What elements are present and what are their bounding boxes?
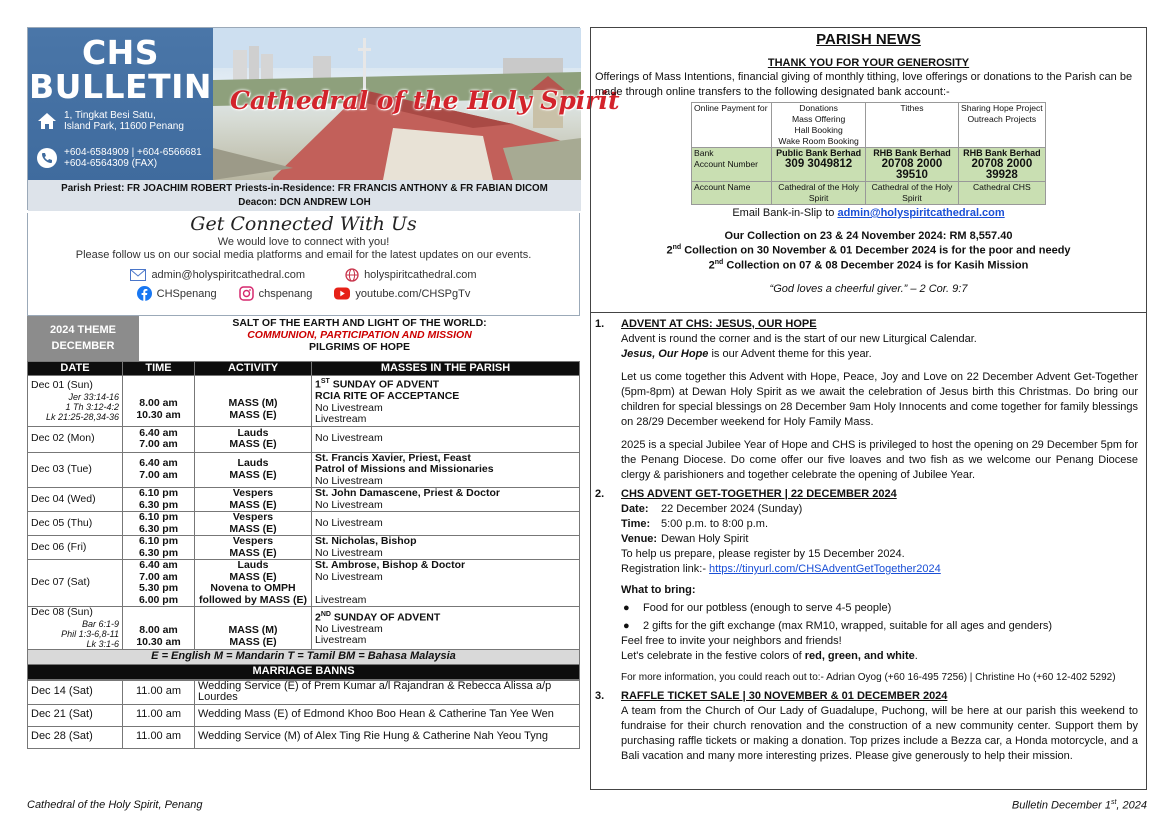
second-collection-1: 2nd Collection on 30 November & 01 December 2024 is for the poor and needy [666,244,1071,257]
advent-theme-suffix: is our Advent theme for this year. [708,348,872,360]
mass-note: No Livestream [315,546,383,559]
item-body [621,317,1138,483]
news-item-raffle [595,689,1138,764]
row-time: 6.40 am 7.00 am [123,452,195,488]
table-row [28,607,580,650]
theme-line-1: SALT OF THE EARTH AND LIGHT OF THE WORLD: [232,317,487,329]
event-venue [621,532,1138,547]
instagram-link[interactable] [239,286,313,301]
bulletin-title [28,33,213,106]
colors-note [621,649,1138,664]
theme-label-month: DECEMBER [51,340,115,352]
mass-note: No Livestream [315,474,383,487]
mass-note: Livestream [315,634,367,647]
colors-suffix: . [914,650,918,662]
theme-label-year: 2024 THEME [49,324,117,336]
col-time: TIME [123,362,195,376]
marriage-banns-table [27,680,580,749]
account-number: 20708 2000 39928 [971,158,1033,181]
event-time [621,517,1138,532]
account-name: Cathedral CHS [958,182,1045,205]
row-time: 6.10 pm 6.30 pm [123,536,195,560]
connect-description: Please follow us on our social media platforms and email for the latest updates on our events. [75,249,532,261]
row-date: Dec 07 (Sat) [28,560,123,607]
col-masses: MASSES IN THE PARISH [312,362,580,376]
row-masses [312,536,580,560]
bank-label: Account Name [692,182,772,205]
mass-note: RCIA RITE OF ACCEPTANCE [315,390,460,402]
table-row [28,560,580,607]
bring-item: Food for our potbless (enough to serve 4-5 people) [643,602,892,614]
theme-row [27,316,580,361]
what-to-bring-title: What to bring: [621,584,696,596]
item-paragraph [621,347,1138,362]
globe-icon [345,268,359,282]
advent-theme: Jesus, Our Hope [621,348,709,360]
youtube-icon [334,287,350,300]
footer-church: Cathedral of the Holy Spirit, Penang [27,799,203,811]
reading: 1 Th 3:12-4:2 [65,401,119,412]
mass-note: No Livestream [315,622,383,635]
reading: Bar 6:1-9 [81,618,119,629]
bullet-icon: ● [623,602,630,614]
mass-note: No Livestream [315,401,383,414]
reading: Phil 1:3-6,8-11 [61,628,119,639]
website-contact[interactable] [345,268,477,282]
reading: Lk 21:25-28,34-36 [45,411,119,422]
table-row [28,512,580,536]
thank-you-title: THANK YOU FOR YOUR GENEROSITY [767,57,970,69]
instagram-icon [239,286,254,301]
address-row [36,110,184,132]
row-time: 8.00 am 10.30 am [123,607,195,650]
cathedral-photo [213,28,620,180]
website-url: holyspiritcathedral.com [364,269,477,281]
social-row [28,286,579,301]
banns-date: Dec 21 (Sat) [28,704,123,726]
row-masses [312,488,580,512]
bank-name: RHB Bank Berhad [963,148,1041,158]
label-bank: Bank [694,148,714,158]
language-legend: E = English M = Mandarin T = Tamil BM = Bahasa Malaysia [28,649,580,664]
email-address: admin@holyspiritcathedral.com [151,269,306,281]
date-key: Date: [621,503,649,515]
item-paragraph: A team from the Church of Our Lady of Guadalupe, Puchong, will be here at our parish this weekend to fundraise for their church renovation and the construction of a new community center. Support them by purchasing raffle tickets or making a donation. Top prizes include a Bezza car, a Honda motorcycle, and a Bali vacation and many more interesting prizes. Please give generously to help their mission. [621,705,1138,762]
envelope-icon [130,269,146,281]
collection-total: Our Collection on 23 & 24 November 2024: RM 8,557.40 [724,230,1013,242]
account-number: 20708 2000 39510 [881,158,943,181]
item-number: 2. [595,488,605,500]
mass-title: 2ND SUNDAY OF ADVENT [315,610,441,624]
bank-account-table [691,102,1046,205]
reading: Lk 3:1-6 [86,638,119,649]
table-row [692,103,1046,148]
row-date: Dec 06 (Fri) [28,536,123,560]
phone-icon [36,147,58,169]
bank-header: Online Payment for [692,103,772,148]
row-activity: MASS (M) MASS (E) [195,376,312,427]
bank-name: RHB Bank Berhad [873,148,951,158]
generosity-section [591,31,1146,313]
item-number: 1. [595,318,605,330]
mass-title: St. Nicholas, Bishop [315,535,417,547]
language-legend-row [28,649,580,664]
bank-label [692,148,772,182]
account-name: Cathedral of the Holy Spirit [866,182,958,205]
account-name: Cathedral of the Holy Spirit [772,182,866,205]
slip-email-link[interactable]: admin@holyspiritcathedral.com [837,207,1005,219]
registration-link[interactable]: https://tinyurl.com/CHSAdventGetTogether2024 [709,563,941,575]
theme-line-3: PILGRIMS OF HOPE [309,341,410,353]
news-items [591,313,1146,764]
row-masses [312,376,580,427]
youtube-link[interactable] [334,286,470,301]
banns-header-row [28,664,580,679]
row-activity: Vespers MASS (E) [195,536,312,560]
table-row [28,426,580,452]
bank-cell [958,148,1045,182]
connect-title: Get Connected With Us [190,213,417,235]
church-address: 1, Tingkat Besi Satu, Island Park, 11600 Penang [64,110,184,132]
bullet-icon: ● [623,620,630,632]
banns-text: Wedding Service (M) of Alex Ting Rie Hung & Catherine Nah Yeou Tyng [195,726,580,748]
offering-text: Offerings of Mass Intentions, financial giving of monthly tithing, love offerings or donations to the Parish can be made through online transfers to the following designated bank account:- [595,71,1133,98]
banns-text: Wedding Mass (E) of Edmond Khoo Boo Hean & Catherine Tan Yee Wen [195,704,580,726]
footer-date: Bulletin December 1st, 2024 [1011,799,1147,812]
item-body [621,689,1138,764]
mass-note: Livestream [315,593,367,606]
row-time: 6.40 am 7.00 am 5.30 pm 6.00 pm [123,560,195,607]
colors-prefix: Let's celebrate in the festive colors of [621,650,805,662]
item-title: CHS ADVENT GET-TOGETHER | 22 DECEMBER 2024 [621,488,897,500]
festive-colors: red, green, and white [804,650,915,662]
masthead-panel [28,28,213,180]
list-item [621,619,1138,634]
mass-note: No Livestream [315,498,383,511]
item-number: 3. [595,690,605,702]
row-activity: Lauds MASS (E) [195,426,312,452]
registration-link-line [621,562,1138,577]
event-date [621,502,1138,517]
parish-news-title: PARISH NEWS [816,31,921,48]
row-masses [312,560,580,607]
banns-time: 11.00 am [123,726,195,748]
connect-section [27,213,580,316]
row-activity: Vespers MASS (E) [195,488,312,512]
row-activity: Lauds MASS (E) [195,452,312,488]
contact-row [28,268,579,282]
row-time: 8.00 am 10.30 am [123,376,195,427]
row-date [28,376,123,427]
account-number: 309 3049812 [785,158,853,170]
bank-name: Public Bank Berhad [776,148,862,158]
date-value: 22 December 2024 (Sunday) [661,503,803,515]
date-label: Dec 08 (Sun) [31,606,93,618]
table-row [28,452,580,488]
row-time: 6.40 am 7.00 am [123,426,195,452]
row-masses [312,607,580,650]
item-paragraph: Advent is round the corner and is the start of our new Liturgical Calendar. [621,333,977,345]
venue-value: Dewan Holy Spirit [661,533,749,545]
church-phone: +604-6584909 | +604-6566681 +604-6564309 (FAX) [64,147,202,169]
contact-info: For more information, you could reach out to:- Adrian Oyog (+60 16-495 7256) | Christine Ho (+60 12-402 5292) [621,672,1116,683]
row-activity: Lauds MASS (E) Novena to OMPH followed by MASS (E) [195,560,312,607]
table-row [28,488,580,512]
row-date: Dec 05 (Thu) [28,512,123,536]
mass-title: 1ST SUNDAY OF ADVENT [315,378,440,391]
connect-subtitle: We would love to connect with you! [217,236,390,248]
invite-note: Feel free to invite your neighbors and friends! [621,635,842,647]
bring-item: 2 gifts for the gift exchange (max RM10, wrapped, suitable for all ages and genders) [643,620,1053,632]
row-masses [312,452,580,488]
title-line-1: CHS [81,33,160,72]
theme-line-2: COMMUNION, PARTICIPATION AND MISSION [247,329,472,341]
email-contact[interactable] [130,268,305,282]
row-date: Dec 03 (Tue) [28,452,123,488]
banns-date: Dec 14 (Sat) [28,680,123,704]
col-date: DATE [28,362,123,376]
bulletin-header [27,27,620,210]
title-line-2: BULLETIN [29,67,212,106]
table-row [692,182,1046,205]
mass-title: St. John Damascene, Priest & Doctor [315,487,500,499]
banns-text: Wedding Service (E) of Prem Kumar a/l Rajandran & Rebecca Alissa a/p Lourdes [195,680,580,704]
news-item-get-together [595,487,1138,685]
news-item-advent [595,317,1138,483]
item-title: ADVENT AT CHS: JESUS, OUR HOPE [621,318,817,330]
clergy-priests: Parish Priest: FR JOACHIM ROBERT Priests-in-Residence: FR FRANCIS ANTHONY & FR FABIAN DICOM [61,183,548,194]
date-label: Dec 01 (Sun) [31,379,93,391]
table-row [28,726,580,748]
row-date: Dec 04 (Wed) [28,488,123,512]
clergy-bar [28,180,581,211]
mass-note: Livestream [315,413,367,425]
facebook-icon [137,286,152,301]
link-prefix: Registration link:- [621,563,710,575]
mass-title: St. Francis Xavier, Priest, Feast [315,451,471,464]
label-account-number: Account Number [694,159,759,169]
row-date [28,607,123,650]
theme-text [139,316,580,361]
time-value: 5:00 p.m. to 8:00 p.m. [661,518,769,530]
banns-date: Dec 28 (Sat) [28,726,123,748]
item-paragraph: Let us come together this Advent with Hope, Peace, Joy and Love on 22 December Advent Get-Together (5pm-8pm) at Dewan Holy Spirit as we await the celebration of Jesus birth this Christmas. Do bring our children for special blessings on 28 December 9am Holy Innocents and come together for family blessings on 28/29 December weekend for Holy Family Mass. [621,371,1138,428]
facebook-handle: CHSpenang [156,287,217,300]
banns-time: 11.00 am [123,704,195,726]
table-row [28,536,580,560]
home-icon [36,110,58,132]
row-time: 6.10 pm 6.30 pm [123,488,195,512]
mass-schedule-table [27,361,580,680]
row-masses: No Livestream [312,426,580,452]
bank-header: Tithes [866,103,958,148]
col-activity: ACTIVITY [195,362,312,376]
clergy-deacon: Deacon: DCN ANDREW LOH [238,197,371,208]
facebook-link[interactable] [137,286,217,301]
reading: Jer 33:14-16 [68,391,119,402]
mass-note: No Livestream [315,570,383,583]
youtube-url: youtube.com/CHSPgTv [355,287,471,300]
theme-label [27,316,139,361]
item-body [621,487,1138,685]
mass-note: Patrol of Missions and Missionaries [315,463,494,475]
instagram-handle: chspenang [258,287,313,300]
row-masses: No Livestream [312,512,580,536]
banns-time: 11.00 am [123,680,195,704]
table-row [28,704,580,726]
scripture-verse: “God loves a cheerful giver.” – 2 Cor. 9:7 [769,283,968,296]
bank-cell [866,148,958,182]
spacer [315,583,576,595]
bank-header: Sharing Hope Project Outreach Projects [958,103,1045,148]
banns-title: MARRIAGE BANNS [28,664,580,679]
row-date: Dec 02 (Mon) [28,426,123,452]
mass-title: St. Ambrose, Bishop & Doctor [315,559,466,571]
bank-slip-line [591,207,1146,219]
registration-note: To help us prepare, please register by 15 December 2024. [621,548,905,560]
row-time: 6.10 pm 6.30 pm [123,512,195,536]
row-activity: MASS (M) MASS (E) [195,607,312,650]
parish-news-column [590,27,1147,790]
item-title: RAFFLE TICKET SALE | 30 NOVEMBER & 01 DECEMBER 2024 [621,690,948,702]
second-collection-2: 2nd Collection on 07 & 08 December 2024 is for Kasih Mission [708,258,1029,272]
venue-key: Venue: [621,533,658,545]
slip-prefix: Email Bank-in-Slip to [732,207,838,219]
row-activity: Vespers MASS (E) [195,512,312,536]
bank-cell [772,148,866,182]
table-row [692,148,1046,182]
table-row [28,680,580,704]
schedule-header-row [28,362,580,376]
list-item [621,601,1138,616]
phone-row [36,147,202,169]
item-paragraph: 2025 is a special Jubilee Year of Hope and CHS is privileged to host the opening on 29 December 5pm for the Penang Diocese. Do come offer our five loaves and two fish as we welcome our Penang Diocese clergy & parishioners and together celebrate the opening of Jubilee Year. [621,439,1138,481]
church-name: Cathedral of the Holy Spirit [230,86,620,115]
time-key: Time: [621,518,651,530]
bank-header: Donations Mass Offering Hall Booking Wake Room Booking [772,103,866,148]
table-row [28,376,580,427]
left-column [27,27,620,749]
